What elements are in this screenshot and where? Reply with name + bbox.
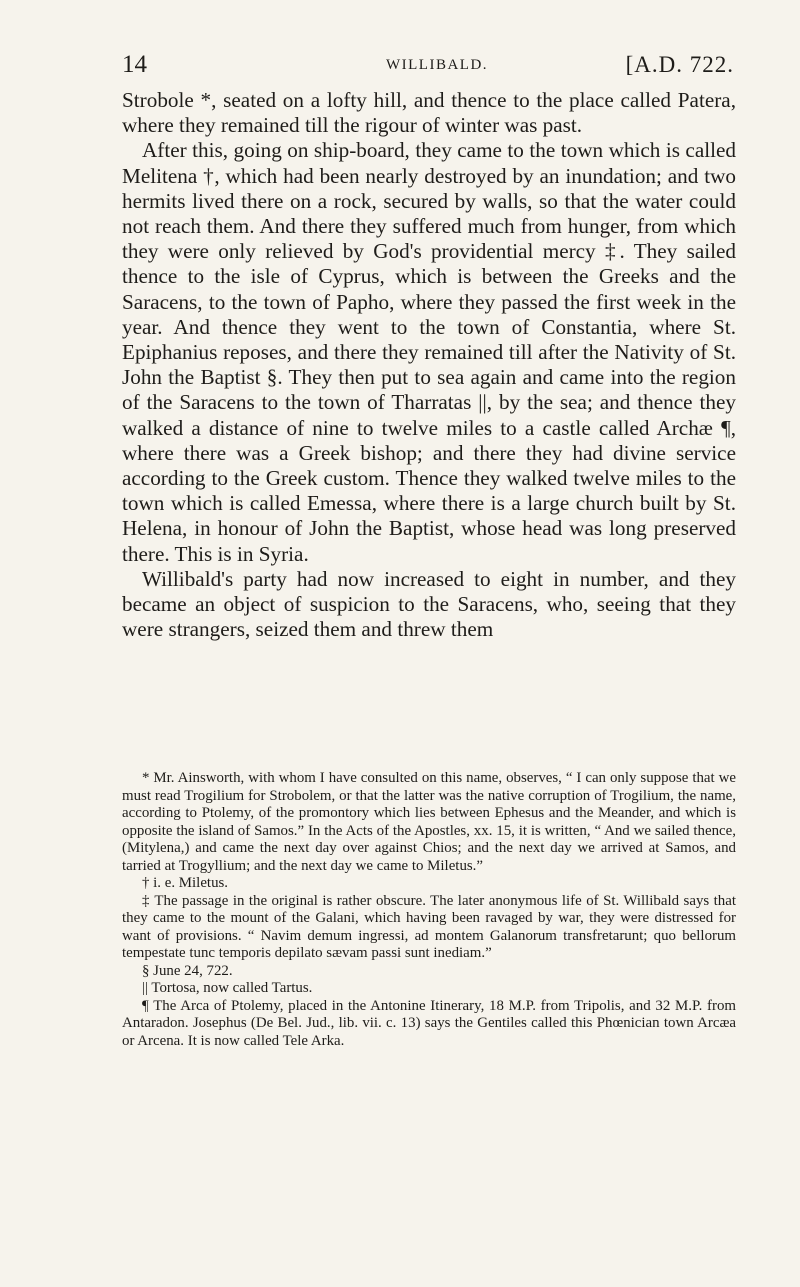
footnote: || Tortosa, now called Tartus. [142,980,313,996]
paragraph: After this, going on ship-board, they came to the town which is called Melitena †, which had been nearly destroyed by an inundation; and two hermits lived there on a rock, secured by walls, so that the water could not reach them. And there they suffered much from hunger, from which they were only relieved by God's providential mercy ‡. They sailed thence to the isle of Cyprus, which is between the Greeks and the Saracens, to the town of Papho, where they passed the first week in the year. And thence they went to the town of Constantia, where St. Epiphanius reposes, and there they remained till after the Nativity of St. John the Baptist §. They then put to sea again and came into the region of the Saracens to the town of Tharratas ||, by the sea; and thence they walked a distance of nine to twelve miles to a castle called Archæ ¶, where there was a Greek bishop; and there they had divine service according to the Greek custom. Thence they walked twelve miles to the town which is called Emessa, where there is a large church built by St. Helena, in honour of John the Baptist, whose head was long preserved there. This is in Syria. [122,138,736,566]
page-header [122,50,734,80]
footnote: * Mr. Ainsworth, with whom I have consulted on this name, observes, “ I can only suppose that we must read Trogilium for Strobolem, or that the latter was the native corruption of Trogilium, the name, according to Ptolemy, of the promontory which lies between Ephesus and the Meander, and which is opposite the island of Samos.” In the Acts of the Apostles, xx. 15, it is written, “ And we sailed thence, (Mitylena,) and came the next day over against Chios; and the next day we arrived at Samos, and tarried at Trogyllium; and the next day we came to Miletus.” [122,770,736,874]
footnotes [122,770,736,1050]
page-number: 14 [122,51,147,78]
footnote: † i. e. Miletus. [142,875,229,891]
paragraph: Willibald's party had now increased to eight in number, and they became an object of suspicion to the Saracens, who, seeing that they were strangers, seized them and threw them [122,566,736,642]
running-title: WILLIBALD. [385,57,489,73]
paragraph: Strobole *, seated on a lofty hill, and thence to the place called Patera, where they remained till the rigour of winter was past. [122,88,736,138]
footnote: § June 24, 722. [142,962,233,979]
main-text [122,88,736,642]
footnote: ¶ The Arca of Ptolemy, placed in the Antonine Itinerary, 18 M.P. from Tripolis, and 32 M.P. from Antaradon. Josephus (De Bel. Jud., lib. vii. c. 13) says the Gentiles called this Phœnician town Arcæa or Arcena. It is now called Tele Arka. [122,997,736,1049]
header-date: [A.D. 722. [625,52,734,77]
footnote: ‡ The passage in the original is rather obscure. The later anonymous life of St. Willibald says that they came to the mount of the Galani, which having been ravaged by war, they were distressed for want of provisions. “ Navim demum ingressi, ad montem Galanorum transfretarunt; quo bellorum tempestate tunc temporis depilato sævam passi sunt inediam.” [122,892,736,961]
